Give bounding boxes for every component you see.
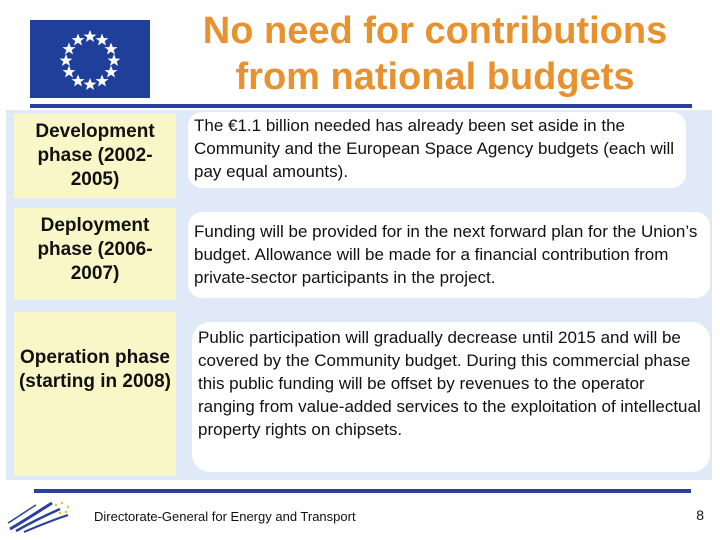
star-icon [84,78,97,90]
phase-description-operation: Public participation will gradually decrease until 2015 and will be covered by the Community budget. During this commercial phase this public funding will be offset by revenues to the operator ranging from value-added services to the exploitation of intellectual property rights on chipsets. [192,322,710,472]
title-line-2: from national budgets [235,56,635,98]
star-icon [96,34,109,46]
star-icon [60,54,73,66]
phase-label-development: Development phase (2002-2005) [14,114,176,198]
star-icon [63,66,76,78]
top-divider [30,104,692,108]
bottom-divider [34,489,691,493]
star-icon [96,75,109,87]
star-icon [108,54,121,66]
page-title [155,8,715,100]
star-icon [72,75,85,87]
phase-label-operation: Operation phase (starting in 2008) [14,312,176,476]
eu-flag-stars [30,20,150,98]
phase-label-deployment: Deployment phase (2006-2007) [14,208,176,300]
footer-organization: Directorate-General for Energy and Transport [94,509,356,524]
page-number: 8 [696,507,704,523]
star-icon [84,30,97,42]
star-icon [105,66,118,78]
phase-description-development: The €1.1 billion needed has already been set aside in the Community and the European Space Agency budgets (each will pay equal amounts). [188,112,686,188]
star-icon [63,43,76,55]
eu-flag-icon [30,20,150,98]
star-icon [72,34,85,46]
star-icon [105,43,118,55]
title-line-1: No need for contributions [202,10,668,52]
dg-tren-logo-icon [6,495,80,533]
phase-description-deployment: Funding will be provided for in the next forward plan for the Union’s budget. Allowance will be made for a financial contribution from private-sector participants in the project. [188,212,710,298]
